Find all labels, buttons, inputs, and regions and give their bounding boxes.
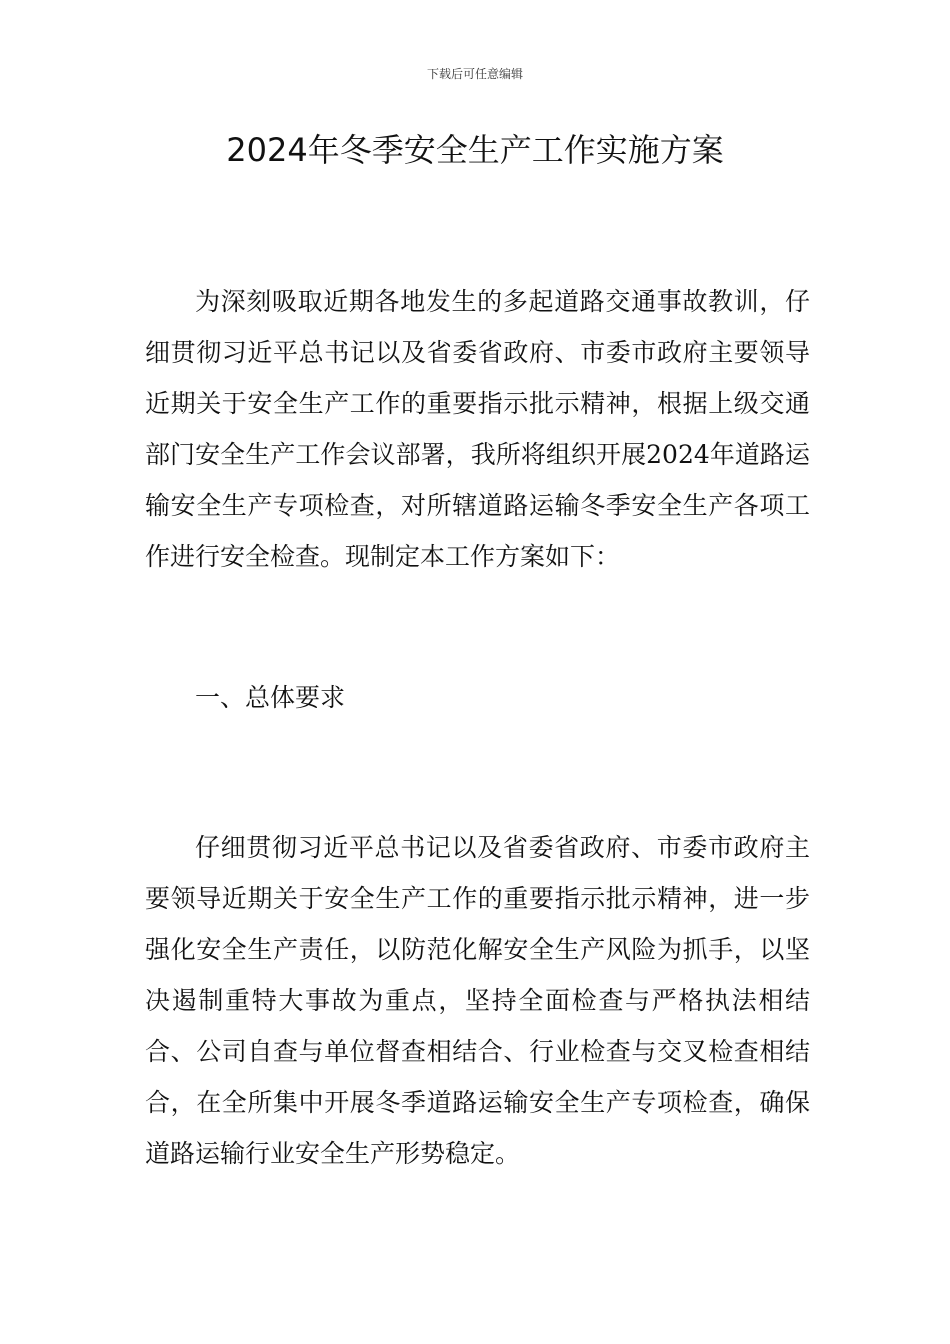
- document-title: 2024年冬季安全生产工作实施方案: [226, 131, 724, 169]
- section-paragraph-overall-requirements: 仔细贯彻习近平总书记以及省委省政府、市委市政府主要领导近期关于安全生产工作的重要指示批示精神，进一步强化安全生产责任，以防范化解安全生产风险为抓手，以坚决遏制重特大事故为重点，坚持全面检查与严格执法相结合、公司自查与单位督查相结合、行业检查与交叉检查相结合，在全所集中开展冬季道路运输安全生产专项检查，确保道路运输行业安全生产形势稳定。: [145, 833, 810, 1168]
- section-heading-overall-requirements: 一、总体要求: [195, 683, 346, 712]
- header-note: 下载后可任意编辑: [426, 67, 523, 81]
- intro-paragraph: 为深刻吸取近期各地发生的多起道路交通事故教训，仔细贯彻习近平总书记以及省委省政府、市委市政府主要领导近期关于安全生产工作的重要指示批示精神，根据上级交通部门安全生产工作会议部署，我所将组织开展2024年道路运输安全生产专项检查，对所辖道路运输冬季安全生产各项工作进行安全检查。现制定本工作方案如下：: [145, 287, 810, 571]
